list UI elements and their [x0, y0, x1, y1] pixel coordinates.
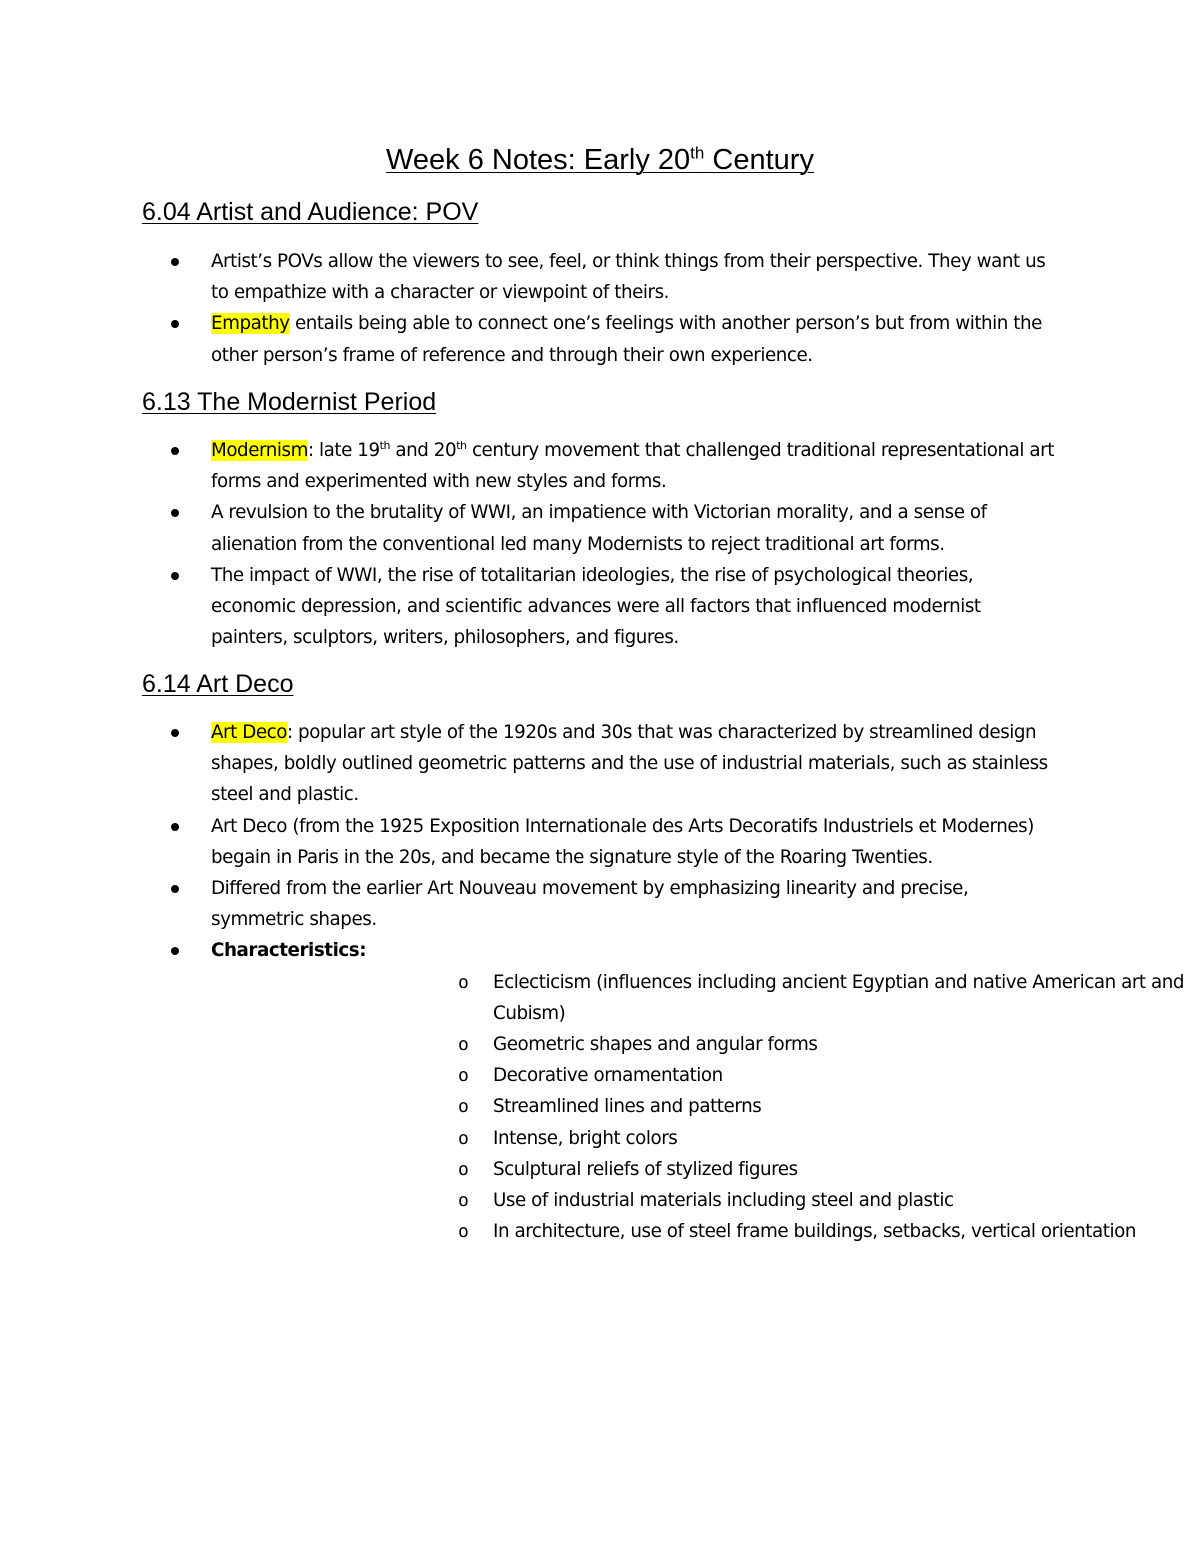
sub-list-item: [211, 1123, 1200, 1154]
filled-circle-bullet-icon: [171, 823, 179, 831]
hollow-circle-bullet-icon: o: [458, 1096, 469, 1118]
bullet-text: Artist’s POVs allow the viewers to see, feel, or think things from their perspective. They want us to empathize with a character or viewpoint of theirs.: [211, 251, 1046, 304]
title-suffix: Century: [704, 144, 814, 176]
filled-circle-bullet-icon: [171, 729, 179, 737]
filled-circle-bullet-icon: [171, 947, 179, 955]
section-list-pov: [0, 246, 1200, 371]
bullet-text: The impact of WWI, the rise of totalitarian ideologies, the rise of psychological theories, economic depression, and scientific advances were all factors that influenced modernist painters, sculptors, writers, philosophers, and figures.: [211, 564, 981, 649]
superscript: th: [379, 438, 391, 452]
sub-item-text: Use of industrial materials including steel and plastic: [493, 1190, 954, 1212]
section-list-art-deco: [0, 717, 1200, 1247]
sub-list-item: [211, 1029, 1200, 1060]
sub-list-item: [211, 1091, 1200, 1122]
filled-circle-bullet-icon: [171, 258, 179, 266]
hollow-circle-bullet-icon: o: [458, 1127, 469, 1149]
hollow-circle-bullet-icon: o: [458, 1065, 469, 1087]
list-item: [0, 935, 1185, 1247]
bullet-text: : popular art style of the 1920s and 30s that was characterized by streamlined design shapes, boldly outlined geometric patterns and the use of industrial materials, such as stainless steel and plastic.: [211, 722, 1048, 806]
bullet-text: entails being able to connect one’s feelings with another person’s but from within the other person’s frame of reference and through their own experience.: [211, 313, 1042, 366]
bullet-text: Differed from the earlier Art Nouveau movement by emphasizing linearity and precise, symmetric shapes.: [211, 878, 969, 931]
filled-circle-bullet-icon: [171, 447, 179, 455]
list-item: [0, 435, 1061, 497]
section-list-modernist: [0, 435, 1200, 653]
highlighted-term: Art Deco: [211, 722, 287, 743]
hollow-circle-bullet-icon: o: [458, 1158, 469, 1180]
page-title: [0, 140, 1200, 180]
sub-item-text: Eclecticism (influences including ancient Egyptian and native American art and Cubism): [493, 971, 1185, 1024]
filled-circle-bullet-icon: [171, 320, 179, 328]
sub-list-item: [211, 1060, 1200, 1091]
list-item: [0, 560, 1061, 654]
highlighted-term: Empathy: [211, 313, 290, 335]
sub-item-text: In architecture, use of steel frame buildings, setbacks, vertical orientation: [493, 1221, 1136, 1243]
list-item: [0, 246, 1061, 308]
list-item: [0, 873, 1061, 935]
sub-item-text: Intense, bright colors: [493, 1127, 678, 1149]
sub-item-text: Streamlined lines and patterns: [493, 1096, 762, 1118]
list-item: [0, 497, 1061, 559]
section-heading-modernist: 6.13 The Modernist Period: [142, 388, 437, 416]
filled-circle-bullet-icon: [171, 509, 179, 517]
sub-item-text: Sculptural reliefs of stylized figures: [493, 1158, 798, 1180]
bullet-text: A revulsion to the brutality of WWI, an impatience with Victorian morality, and a sense of alienation from the conventional led many Modernists to reject traditional art forms.: [211, 502, 987, 555]
superscript: th: [456, 438, 467, 452]
filled-circle-bullet-icon: [171, 572, 179, 580]
bullet-text: : late 19: [307, 440, 380, 461]
hollow-circle-bullet-icon: o: [458, 971, 469, 993]
characteristics-label: Characteristics:: [211, 940, 367, 962]
title-prefix: Week 6 Notes: Early 20: [386, 144, 691, 176]
characteristics-list: [211, 967, 1185, 1248]
hollow-circle-bullet-icon: o: [458, 1190, 469, 1212]
bullet-text: century movement that challenged traditional representational art forms and experimented with new styles and forms.: [211, 440, 1054, 493]
sub-list-item: [211, 1216, 1200, 1247]
section-heading-pov: 6.04 Artist and Audience: POV: [142, 198, 479, 226]
list-item: [0, 308, 1061, 370]
sub-item-text: Decorative ornamentation: [493, 1065, 723, 1087]
hollow-circle-bullet-icon: o: [458, 1034, 469, 1056]
list-item: [0, 717, 1061, 811]
sub-item-text: Geometric shapes and angular forms: [493, 1034, 818, 1056]
hollow-circle-bullet-icon: o: [458, 1221, 469, 1243]
section-heading-art-deco: 6.14 Art Deco: [142, 670, 294, 698]
sub-list-item: [211, 1185, 1200, 1216]
sub-list-item: [211, 967, 1200, 1029]
title-superscript: th: [690, 143, 705, 163]
sub-list-item: [211, 1154, 1200, 1185]
filled-circle-bullet-icon: [171, 885, 179, 893]
list-item: [0, 811, 1061, 873]
bullet-text: Art Deco (from the 1925 Exposition Internationale des Arts Decoratifs Industriels et Modernes) begain in Paris in the 20s, and became the signature style of the Roaring Twenties.: [211, 815, 1034, 868]
bullet-text: and 20: [390, 440, 457, 461]
highlighted-term: Modernism: [211, 440, 308, 461]
